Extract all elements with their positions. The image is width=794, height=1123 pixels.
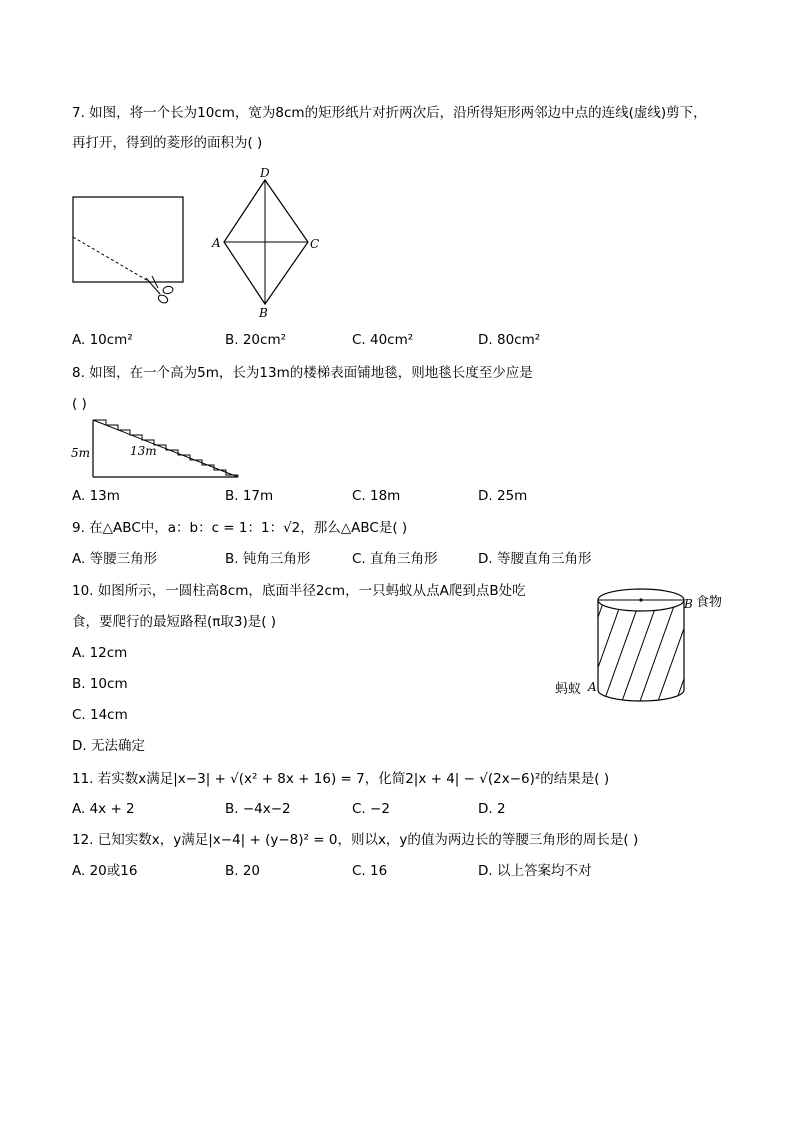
q7-option-c: C. 40cm² [352,332,414,348]
q12-option-c: C. 16 [352,863,388,879]
q8-label-height: 5m [71,446,91,460]
q10-option-d: D. 无法确定 [72,738,145,754]
q10-cylinder-figure [550,578,730,713]
q11-option-d: D. 2 [478,801,506,817]
q7-rectangle [73,197,183,282]
q7-line2: 再打开，得到的菱形的面积为( ) [72,135,263,151]
q8-line1: 8. 如图，在一个高为5m，长为13m的楼梯表面铺地毯，则地毯长度至少应是 [72,365,533,381]
q7-label-a: A [212,236,221,250]
q7-figure [60,160,340,325]
q10-center-dot [639,598,642,601]
scissors-icon [146,276,174,305]
q8-option-a: A. 13m [72,488,120,504]
q12-option-b: B. 20 [225,863,261,879]
q9-option-a: A. 等腰三角形 [72,551,158,567]
q7-option-d: D. 80cm² [478,332,541,348]
q8-figure [68,415,248,485]
q8-option-b: B. 17m [225,488,274,504]
q11-option-a: A. 4x + 2 [72,801,135,817]
q10-option-b: B. 10cm [72,676,128,692]
q7-option-b: B. 20cm² [225,332,287,348]
q8-label-length: 13m [130,444,157,458]
q7-label-c: C [310,237,320,251]
q8-option-c: C. 18m [352,488,401,504]
q10-line1: 10. 如图所示，一圆柱高8cm，底面半径2cm，一只蚂蚁从点A爬到点B处吃 [72,583,526,599]
q10-label-ant: 蚂蚁 [555,682,582,697]
q7-label-b: B [259,306,268,320]
q12-line1: 12. 已知实数x，y满足|x−4| + (y−8)² = 0，则以x，y的值为两边长的等腰三角形的周长是( ) [72,832,639,848]
q10-line2: 食，要爬行的最短路程(π取3)是( ) [72,614,277,630]
q10-label-b: B [684,597,693,611]
q11-option-b: B. −4x−2 [225,801,291,817]
q7-option-a: A. 10cm² [72,332,133,348]
q7-cut-line [73,237,150,282]
q9-option-d: D. 等腰直角三角形 [478,551,592,567]
q7-line1: 7. 如图，将一个长为10cm，宽为8cm的矩形纸片对折两次后，沿所得矩形两邻边中点的连线(虚线)剪下， [72,105,707,121]
q9-option-c: C. 直角三角形 [352,551,438,567]
q12-option-a: A. 20或16 [72,863,138,879]
q9-line1: 9. 在△ABC中，a：b：c = 1：1：√2，那么△ABC是( ) [72,520,408,536]
q10-label-food: 食物 [696,595,723,610]
q8-option-d: D. 25m [478,488,528,504]
q11-option-c: C. −2 [352,801,390,817]
q10-label-a: A [588,680,597,694]
q12-option-d: D. 以上答案均不对 [478,863,592,879]
q8-line2: ( ) [72,396,87,412]
q10-option-a: A. 12cm [72,645,128,661]
q10-option-c: C. 14cm [72,707,128,723]
q7-label-d: D [260,166,270,180]
q9-option-b: B. 钝角三角形 [225,551,311,567]
q11-line1: 11. 若实数x满足|x−3| + √(x² + 8x + 16) = 7，化简2|x + 4| − √(2x−6)²的结果是( ) [72,771,610,787]
